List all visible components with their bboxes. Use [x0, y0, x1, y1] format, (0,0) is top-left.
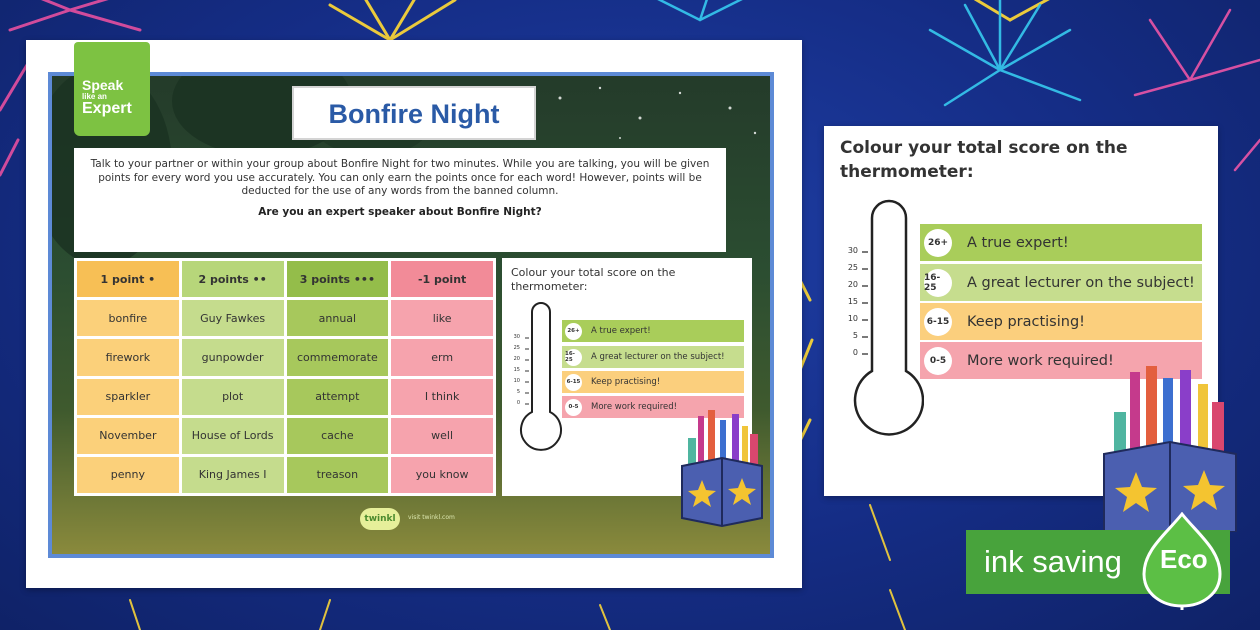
word-cell: penny: [77, 457, 179, 493]
speak-like-expert-badge: [74, 42, 150, 136]
column-header: 3 points •••: [287, 261, 389, 297]
firework-box-icon: [676, 408, 766, 528]
word-cell: bonfire: [77, 300, 179, 336]
word-cell: plot: [182, 379, 284, 415]
score-level: [920, 303, 1202, 340]
mini-score-level: [562, 346, 744, 368]
score-text: A true expert!: [967, 234, 1069, 251]
score-range: 0-5: [924, 347, 952, 375]
eco-label: Eco: [1160, 544, 1208, 574]
mini-score-range: 16-25: [565, 349, 582, 366]
word-cell: House of Lords: [182, 418, 284, 454]
tick-label: 5: [852, 331, 858, 340]
score-text: Keep practising!: [967, 313, 1085, 330]
column-header: 1 point •: [77, 261, 179, 297]
mini-score-text: A great lecturer on the subject!: [591, 352, 725, 362]
word-cell: November: [77, 418, 179, 454]
word-cell: attempt: [287, 379, 389, 415]
mini-tick-label: 5: [516, 389, 520, 395]
mini-tick-label: 0: [516, 400, 520, 406]
badge-line-speak: Speak: [82, 77, 124, 93]
score-heading: Colour your total score on the thermometer:: [840, 138, 1128, 182]
mini-score-text: Keep practising!: [591, 377, 661, 387]
mini-tick-label: 20: [513, 356, 520, 362]
word-cell: erm: [391, 339, 493, 375]
firework-box-large-icon: [1100, 362, 1240, 532]
score-range: 6-15: [924, 308, 952, 336]
mini-score-level: [562, 320, 744, 342]
mini-tick-label: 25: [513, 345, 520, 351]
word-cell: like: [391, 300, 493, 336]
tick-label: 0: [852, 348, 858, 357]
tick-label: 20: [847, 280, 858, 289]
score-text: More work required!: [967, 352, 1114, 369]
mini-score-text: A true expert!: [591, 326, 651, 336]
twinkl-logo: twinkl: [360, 508, 400, 530]
column-header: 2 points ••: [182, 261, 284, 297]
word-cell: commemorate: [287, 339, 389, 375]
word-cell: King James I: [182, 457, 284, 493]
word-cell: well: [391, 418, 493, 454]
instructions-text: Talk to your partner or within your group about Bonfire Night for two minutes. While you are talking, you will be given points for every word you use accurately. You can only earn the points once for each word! However, points will be deducted for the use of any words from the banned column.: [90, 158, 710, 197]
badge-line-expert: Expert: [82, 100, 132, 117]
tick-label: 25: [847, 263, 858, 272]
mini-score-range: 0-5: [565, 399, 582, 416]
mini-score-level: [562, 371, 744, 393]
word-cell: firework: [77, 339, 179, 375]
word-cell: sparkler: [77, 379, 179, 415]
mini-score-range: 6-15: [565, 374, 582, 391]
worksheet-title: Bonfire Night: [292, 86, 536, 140]
mini-tick-label: 10: [513, 378, 520, 384]
tick-label: 30: [847, 246, 858, 255]
score-range: 26+: [924, 229, 952, 257]
word-cell: you know: [391, 457, 493, 493]
badge-line-like-an: like an: [82, 92, 107, 101]
stars-decoration: [540, 78, 770, 148]
twinkl-url: visit twinkl.com: [408, 514, 455, 521]
tick-label: 10: [847, 314, 858, 323]
mini-tick-label: 15: [513, 367, 520, 373]
score-text: A great lecturer on the subject!: [967, 274, 1195, 291]
word-cell: treason: [287, 457, 389, 493]
word-points-table: [74, 258, 496, 496]
instructions-box: [74, 148, 726, 252]
word-cell: annual: [287, 300, 389, 336]
score-range: 16-25: [924, 269, 952, 297]
word-cell: cache: [287, 418, 389, 454]
mini-score-text: More work required!: [591, 402, 678, 412]
expert-question: Are you an expert speaker about Bonfire Night?: [258, 205, 542, 218]
mini-tick-label: 30: [513, 334, 520, 340]
mini-score-heading: Colour your total score on the thermometer:: [511, 266, 676, 293]
column-header: -1 point: [391, 261, 493, 297]
word-cell: Guy Fawkes: [182, 300, 284, 336]
score-level: [920, 264, 1202, 301]
tick-label: 15: [847, 297, 858, 306]
mini-score-range: 26+: [565, 323, 582, 340]
word-cell: gunpowder: [182, 339, 284, 375]
word-cell: I think: [391, 379, 493, 415]
score-level: [920, 224, 1202, 261]
ink-saving-label: ink saving: [984, 544, 1122, 579]
